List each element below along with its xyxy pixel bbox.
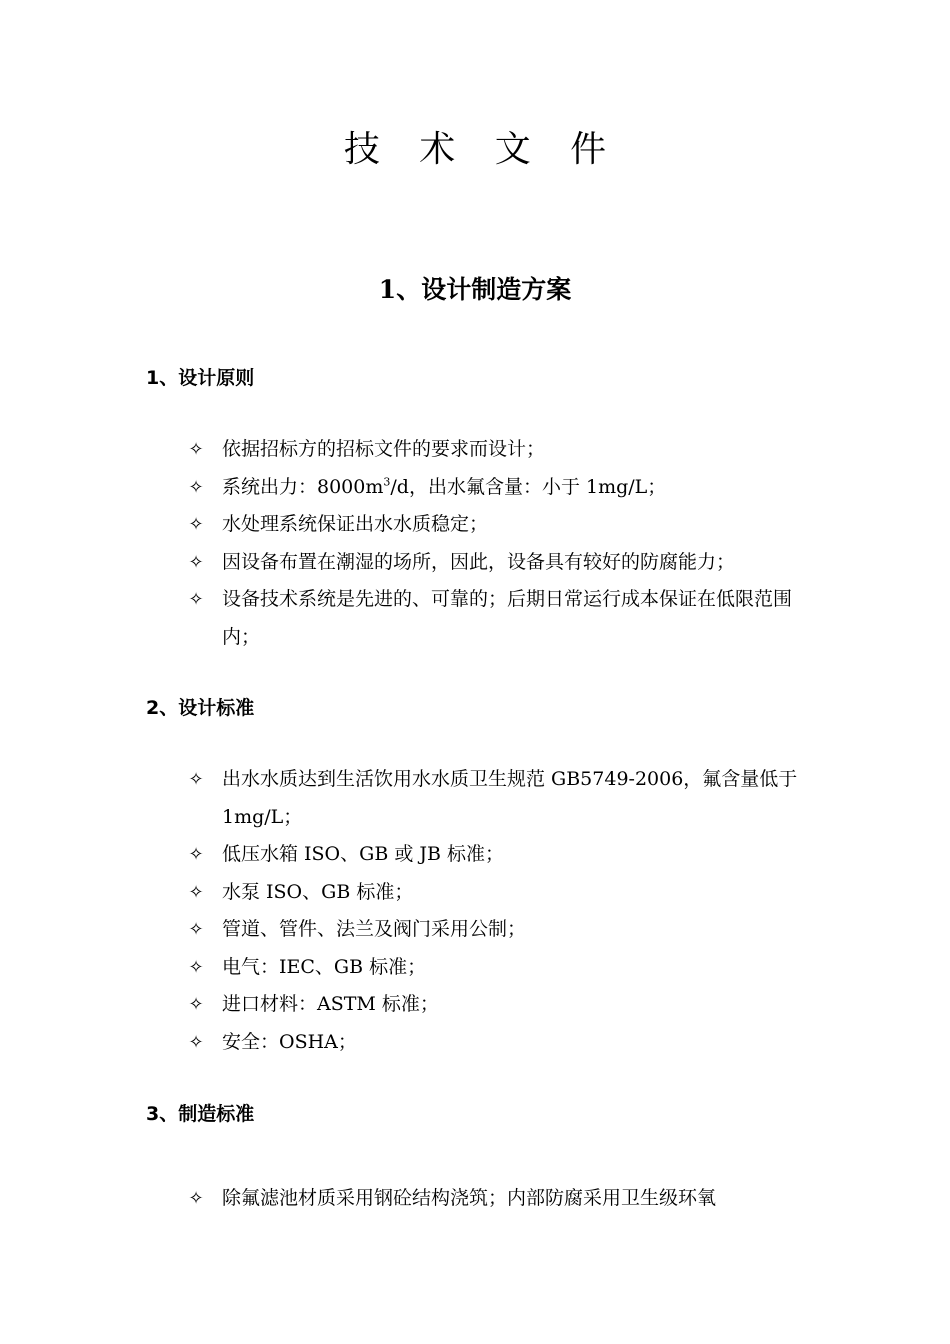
design-standards-list [186, 761, 811, 1061]
list-item [186, 431, 811, 469]
list-item [186, 469, 811, 507]
list-item-text: 出水水质达到生活饮用水水质卫生规范 GB5749-2006，氟含量低于 1mg/L； [222, 768, 798, 828]
chapter-title: 1、设计制造方案 [378, 275, 572, 304]
list-item-text: 设备技术系统是先进的、可靠的；后期日常运行成本保证在低限范围内； [222, 588, 793, 648]
design-principles-list [186, 431, 811, 656]
section-heading-manufacturing-standards: 3、制造标准 [146, 1103, 255, 1125]
four-pointed-star-bullet-icon: ✧ [188, 514, 204, 535]
list-item-text: 电气：IEC、GB 标准； [222, 955, 427, 978]
capacity-text-after: /d，出水氟含量：小于 1mg/L； [390, 475, 667, 498]
list-item [186, 581, 811, 656]
list-item [186, 836, 811, 874]
list-item-text: 水处理系统保证出水水质稳定； [222, 513, 489, 535]
list-item-text: 因设备布置在潮湿的场所，因此，设备具有较好的防腐能力； [222, 550, 736, 573]
four-pointed-star-bullet-icon: ✧ [188, 769, 204, 790]
four-pointed-star-bullet-icon: ✧ [188, 589, 204, 610]
section-heading-design-principles: 1、设计原则 [146, 367, 255, 389]
list-item-text: 依据招标方的招标文件的要求而设计； [222, 438, 546, 460]
manufacturing-standards-list [186, 1180, 811, 1218]
list-item [186, 506, 811, 544]
list-item [186, 761, 811, 836]
four-pointed-star-bullet-icon: ✧ [188, 1031, 204, 1053]
list-item-text: 水泵 ISO、GB 标准； [222, 880, 414, 903]
section-heading-design-standards: 2、设计标准 [146, 697, 255, 719]
list-item [186, 1180, 811, 1218]
list-item [186, 986, 811, 1024]
four-pointed-star-bullet-icon: ✧ [188, 919, 204, 940]
list-item [186, 911, 811, 949]
four-pointed-star-bullet-icon: ✧ [188, 476, 204, 498]
list-item-text: 进口材料：ASTM 标准； [222, 993, 439, 1015]
four-pointed-star-bullet-icon: ✧ [188, 551, 204, 573]
list-item [186, 544, 811, 582]
capacity-text-before: 系统出力：8000m [222, 475, 384, 498]
list-item [186, 1024, 811, 1062]
superscript-three: 3 [383, 475, 391, 489]
four-pointed-star-bullet-icon: ✧ [188, 956, 204, 978]
list-item-text: 除氟滤池材质采用钢砼结构浇筑；内部防腐采用卫生级环氧 [222, 1187, 717, 1209]
four-pointed-star-bullet-icon: ✧ [188, 881, 204, 903]
list-item-text: 管道、管件、法兰及阀门采用公制； [222, 918, 527, 940]
document-title: 技 术 文 件 [343, 129, 621, 170]
list-item-text [222, 469, 811, 507]
list-item [186, 874, 811, 912]
four-pointed-star-bullet-icon: ✧ [188, 994, 204, 1015]
four-pointed-star-bullet-icon: ✧ [188, 439, 204, 460]
list-item [186, 949, 811, 987]
four-pointed-star-bullet-icon: ✧ [188, 844, 204, 865]
four-pointed-star-bullet-icon: ✧ [188, 1188, 204, 1209]
list-item-text: 低压水箱 ISO、GB 或 JB 标准； [222, 843, 504, 865]
list-item-text: 安全：OSHA； [222, 1030, 357, 1053]
